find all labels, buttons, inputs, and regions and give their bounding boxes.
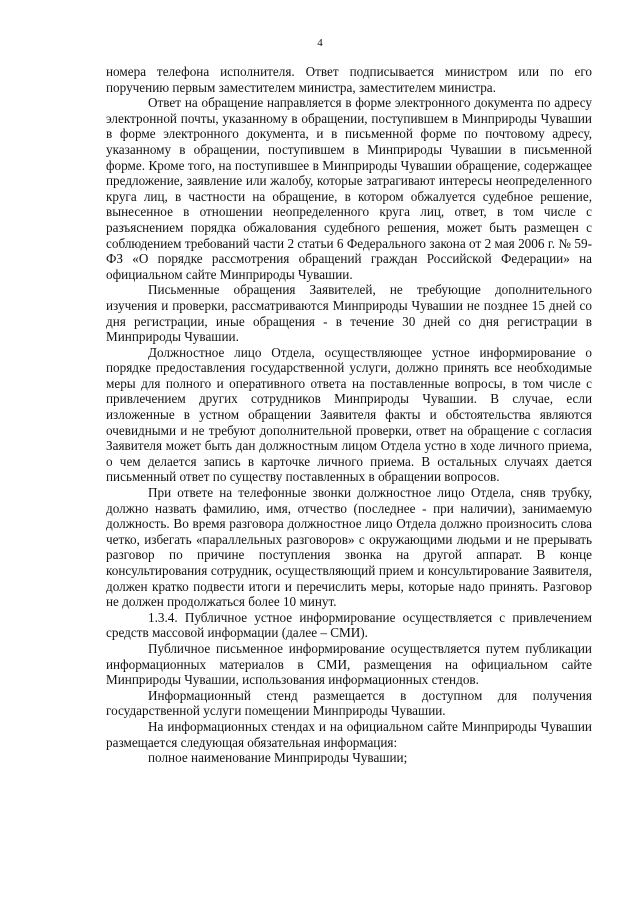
paragraph-7: Публичное письменное информирование осуществляется путем публикации информационных материалов в СМИ, размещения на официальном сайте Минприроды Чувашии, использования информационных стендов. <box>106 640 592 688</box>
paragraph-8: Информационный стенд размещается в доступном для получения государственной услуги помещении Минприроды Чувашии. <box>106 687 592 719</box>
paragraph-3: Письменные обращения Заявителей, не требующие дополнительного изучения и проверки, рассматриваются Минприроды Чувашии не позднее 15 дней со дня регистрации, иные обращения - в течение 30 дней со дня регистрации в Минприроды Чувашии. <box>106 282 592 345</box>
paragraph-2: Ответ на обращение направляется в форме электронного документа по адресу электронной почты, указанному в обращении, поступившем в Минприроды Чувашии в форме электронного документа, и в письменной форме по почтовому адресу, указанному в обращении, поступившем в Минприроды Чувашии в письменной форме. Кроме того, на поступившее в Минприроды Чувашии обращение, содержащее предложение, заявление или жалобу, которые затрагивают интересы неопределенного круга лиц, в частности на обращение, в котором обжалуется судебное решение, вынесенное в отношении неопределенного круга лиц, ответ, в том числе с разъяснением порядка обжалования судебного решения, может быть размещен с соблюдением требований части 2 статьи 6 Федерального закона от 2 мая 2006 г. № 59-ФЗ «О порядке рассмотрения обращений граждан Российской Федерации» на официальном сайте Минприроды Чувашии. <box>106 95 592 282</box>
paragraph-5: При ответе на телефонные звонки должностное лицо Отдела, сняв трубку, должно назвать фамилию, имя, отчество (последнее - при наличии), занимаемую должность. Во время разговора должностное лицо Отдела должно произносить слова четко, избегать «параллельных разговоров» с окружающими людьми и не прерывать разговор по причине поступления звонка на другой аппарат. В конце консультирования сотрудник, осуществляющий прием и консультирование Заявителя, должен кратко подвести итоги и перечислить меры, которые надо принять. Разговор не должен продолжаться более 10 минут. <box>106 485 592 610</box>
document-body <box>106 64 592 766</box>
paragraph-10: полное наименование Минприроды Чувашии; <box>148 750 408 766</box>
paragraph-9: На информационных стендах и на официальном сайте Минприроды Чувашии размещается следующая обязательная информация: <box>106 718 592 750</box>
page-number: 4 <box>317 37 323 49</box>
paragraph-4: Должностное лицо Отдела, осуществляющее устное информирование о порядке предоставления государственной услуги, должно принять все необходимые меры для полного и оперативного ответа на поставленные вопросы, в том числе с привлечением других сотрудников Минприроды Чувашии. В случае, если изложенные в устном обращении Заявителя факты и обстоятельства являются очевидными и не требуют дополнительной проверки, ответ на обращение с согласия Заявителя может быть дан должностным лицом Отдела устно в ходе личного приема, о чем делается запись в карточке личного приема. В остальных случаях дается письменный ответ по существу поставленных в обращении вопросов. <box>106 344 592 485</box>
paragraph-6: 1.3.4. Публичное устное информирование осуществляется с привлечением средств массовой информации (далее – СМИ). <box>106 609 592 641</box>
paragraph-1: номера телефона исполнителя. Ответ подписывается министром или по его поручению первым заместителем министра, заместителем министра. <box>106 64 592 95</box>
